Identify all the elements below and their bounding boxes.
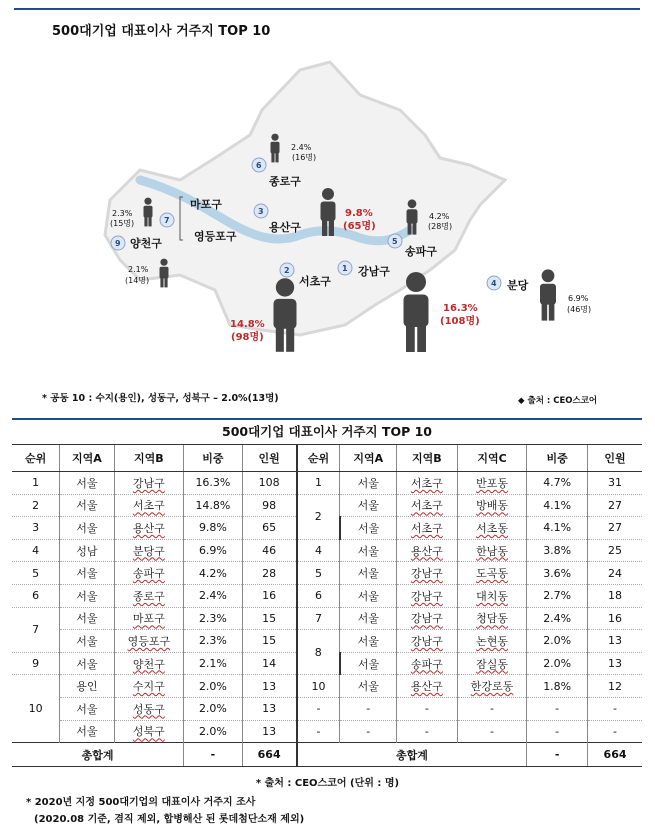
cell-rp: 4.7% xyxy=(527,472,588,495)
cell-rb: - xyxy=(396,697,457,720)
cell-text: 강남구 xyxy=(410,567,443,581)
cell-ra: 서울 xyxy=(340,562,396,585)
cell-text: 방배동 xyxy=(476,499,508,513)
person-bundang-icon xyxy=(540,269,556,320)
cell-rp: 3.6% xyxy=(527,562,588,585)
th-region-b: 지역B xyxy=(114,445,184,472)
count-seocho: (98명) xyxy=(231,332,264,343)
cell-text: 강남구 xyxy=(132,476,165,490)
count-gangnam: (108명) xyxy=(440,316,480,327)
cell-text: 서초동 xyxy=(476,521,508,535)
cell-rb xyxy=(396,517,457,540)
cell-rc xyxy=(457,539,527,562)
th-region-a-r: 지역A xyxy=(340,445,396,472)
th-count: 인원 xyxy=(242,445,296,472)
cell-text: 수지구 xyxy=(132,680,165,694)
cell-rc: - xyxy=(457,720,527,743)
label-yeongdeungpo: 영등포구 xyxy=(194,230,237,243)
cell-ln: 65 xyxy=(242,517,296,540)
cell-rr: 1 xyxy=(297,472,340,495)
total-label-right: 총합계 xyxy=(297,743,527,767)
cell-rn: - xyxy=(588,720,642,743)
cell-lb xyxy=(114,562,184,585)
seoul-map xyxy=(0,40,655,385)
cell-rr: 2 xyxy=(297,494,340,539)
pct-songpa: 4.2% xyxy=(429,212,450,221)
person-seocho-icon xyxy=(274,278,297,352)
cell-ln: 98 xyxy=(242,494,296,517)
cell-la: 용인 xyxy=(60,675,114,698)
pct-jongno: 2.4% xyxy=(291,143,312,152)
cell-ra: - xyxy=(340,697,396,720)
label-bundang: 분당 xyxy=(507,279,529,292)
count-yangcheon: (14명) xyxy=(125,276,150,285)
table-row xyxy=(12,630,642,653)
cell-text: 청담동 xyxy=(476,612,508,626)
cell-rr: 7 xyxy=(297,607,340,630)
cell-lp: 4.2% xyxy=(184,562,243,585)
cell-lp: 14.8% xyxy=(184,494,243,517)
th-share: 비중 xyxy=(184,445,243,472)
cell-text: 대치동 xyxy=(476,589,508,603)
cell-rc xyxy=(457,494,527,517)
cell-rn: 18 xyxy=(588,584,642,607)
cell-text: 한강로동 xyxy=(470,680,514,694)
cell-text: 잠실동 xyxy=(476,657,508,671)
cell-text: 강남구 xyxy=(410,612,443,626)
cell-rn: 27 xyxy=(588,517,642,540)
rank-5: 5 xyxy=(392,237,398,246)
table-header-row xyxy=(12,445,642,472)
map-outline xyxy=(105,62,505,335)
cell-rp: 4.1% xyxy=(527,517,588,540)
cell-text: 분당구 xyxy=(132,544,165,558)
cell-lr: 7 xyxy=(12,607,60,652)
label-yongsan: 용산구 xyxy=(269,221,301,234)
th-region-c-r: 지역C xyxy=(457,445,527,472)
table-row xyxy=(12,539,642,562)
pct-bundang: 6.9% xyxy=(568,294,589,303)
cell-ln: 13 xyxy=(242,720,296,743)
cell-ra: 서울 xyxy=(340,630,396,653)
cell-text: 반포동 xyxy=(476,476,508,490)
cell-lp: 2.3% xyxy=(184,607,243,630)
cell-rb xyxy=(396,562,457,585)
th-rank: 순위 xyxy=(12,445,60,472)
count-bundang: (46명) xyxy=(567,305,592,314)
cell-ln: 15 xyxy=(242,607,296,630)
cell-lb xyxy=(114,630,184,653)
cell-text: 논현동 xyxy=(476,634,508,648)
joint-tenth-note: * 공동 10 : 수지(용인), 성동구, 성북구 – 2.0%(13명) xyxy=(42,393,279,404)
cell-lb xyxy=(114,584,184,607)
cell-la: 서울 xyxy=(60,494,114,517)
cell-rc: - xyxy=(457,697,527,720)
cell-ln: 15 xyxy=(242,630,296,653)
cell-lb xyxy=(114,720,184,743)
cell-lp: 2.0% xyxy=(184,720,243,743)
cell-rp: - xyxy=(527,697,588,720)
cell-la: 성남 xyxy=(60,539,114,562)
cell-lp: 9.8% xyxy=(184,517,243,540)
rank-9: 9 xyxy=(115,239,121,248)
th-count-r: 인원 xyxy=(588,445,642,472)
th-share-r: 비중 xyxy=(527,445,588,472)
person-gangnam-icon xyxy=(404,272,429,352)
cell-text: 서초구 xyxy=(410,476,443,490)
cell-text: 영등포구 xyxy=(127,634,171,648)
rank-2: 2 xyxy=(284,266,290,275)
count-yongsan: (65명) xyxy=(343,221,376,232)
cell-ln: 108 xyxy=(242,472,296,495)
cell-text: 서초구 xyxy=(132,499,165,513)
cell-la: 서울 xyxy=(60,630,114,653)
footer-source: * 출처 : CEO스코어 (단위 : 명) xyxy=(255,778,400,789)
cell-ln: 46 xyxy=(242,539,296,562)
cell-text: 도곡동 xyxy=(476,567,508,581)
cell-lr: 2 xyxy=(12,494,60,517)
cell-lb xyxy=(114,517,184,540)
table-row xyxy=(12,584,642,607)
cell-lp: 2.0% xyxy=(184,697,243,720)
cell-ln: 14 xyxy=(242,652,296,675)
cell-rr: 6 xyxy=(297,584,340,607)
top-rule xyxy=(14,8,640,10)
cell-lb xyxy=(114,494,184,517)
cell-rc xyxy=(457,517,527,540)
cell-text: 한남동 xyxy=(476,544,508,558)
cell-rr: - xyxy=(297,697,340,720)
cell-la: 서울 xyxy=(60,652,114,675)
cell-ra: 서울 xyxy=(340,652,396,675)
th-rank-r: 순위 xyxy=(297,445,340,472)
table-row xyxy=(12,472,642,495)
label-jongno: 종로구 xyxy=(269,175,301,188)
table-row xyxy=(12,607,642,630)
rank-7: 7 xyxy=(164,216,170,225)
table-row xyxy=(12,675,642,698)
cell-ln: 13 xyxy=(242,697,296,720)
cell-rp: 3.8% xyxy=(527,539,588,562)
cell-ra: 서울 xyxy=(340,607,396,630)
cell-lb xyxy=(114,472,184,495)
rank-4: 4 xyxy=(491,279,497,288)
cell-lb xyxy=(114,539,184,562)
cell-lr: 3 xyxy=(12,517,60,540)
cell-rb: - xyxy=(396,720,457,743)
cell-rr: 5 xyxy=(297,562,340,585)
cell-rp: 1.8% xyxy=(527,675,588,698)
cell-lb xyxy=(114,675,184,698)
cell-text: 마포구 xyxy=(132,612,165,626)
cell-rp: - xyxy=(527,720,588,743)
label-mapo: 마포구 xyxy=(190,198,222,211)
cell-text: 종로구 xyxy=(132,589,165,603)
cell-text: 성북구 xyxy=(132,725,165,739)
residence-table xyxy=(12,445,642,767)
cell-rp: 4.1% xyxy=(527,494,588,517)
cell-ra: 서울 xyxy=(340,472,396,495)
cell-lr: 6 xyxy=(12,584,60,607)
pct-gangnam: 16.3% xyxy=(443,303,478,314)
cell-rc xyxy=(457,675,527,698)
cell-text: 송파구 xyxy=(410,657,443,671)
cell-rb xyxy=(396,584,457,607)
cell-text: 송파구 xyxy=(132,567,165,581)
cell-la: 서울 xyxy=(60,697,114,720)
cell-rn: 12 xyxy=(588,675,642,698)
cell-la: 서울 xyxy=(60,584,114,607)
person-yangcheon-icon xyxy=(160,259,169,288)
th-region-a: 지역A xyxy=(60,445,114,472)
cell-rc xyxy=(457,584,527,607)
cell-rc xyxy=(457,652,527,675)
total-share-right: - xyxy=(527,743,588,767)
cell-lp: 6.9% xyxy=(184,539,243,562)
footer-line1: * 2020년 지정 500대기업의 대표이사 거주지 조사 xyxy=(26,797,256,808)
cell-rn: 31 xyxy=(588,472,642,495)
cell-text: 서초구 xyxy=(410,521,443,535)
rank-6: 6 xyxy=(256,161,262,170)
cell-rn: - xyxy=(588,697,642,720)
cell-rn: 27 xyxy=(588,494,642,517)
cell-la: 서울 xyxy=(60,720,114,743)
footer-line2: (2020.08 기준, 겸직 제외, 합병해산 된 롯데첨단소재 제외) xyxy=(34,814,305,825)
cell-la: 서울 xyxy=(60,607,114,630)
cell-rc xyxy=(457,630,527,653)
pct-yongsan: 9.8% xyxy=(345,208,373,219)
cell-lr: 9 xyxy=(12,652,60,675)
count-songpa: (28명) xyxy=(428,222,453,231)
cell-rc xyxy=(457,607,527,630)
rank-3: 3 xyxy=(258,207,264,216)
cell-lp: 2.0% xyxy=(184,675,243,698)
cell-rr: - xyxy=(297,720,340,743)
th-region-b-r: 지역B xyxy=(396,445,457,472)
cell-lr: 5 xyxy=(12,562,60,585)
cell-ra: 서울 xyxy=(340,494,396,517)
cell-rb xyxy=(396,494,457,517)
cell-lp: 2.4% xyxy=(184,584,243,607)
cell-ra: 서울 xyxy=(340,584,396,607)
total-count-right: 664 xyxy=(588,743,642,767)
pct-yangcheon: 2.1% xyxy=(128,265,149,274)
cell-lb xyxy=(114,697,184,720)
cell-ra: 서울 xyxy=(340,539,396,562)
cell-ln: 13 xyxy=(242,675,296,698)
cell-ra: 서울 xyxy=(340,517,396,540)
cell-rc xyxy=(457,562,527,585)
cell-rr: 10 xyxy=(297,675,340,698)
map-source: ◆ 출처 : CEO스코어 xyxy=(518,396,598,406)
cell-lb xyxy=(114,607,184,630)
cell-text: 양천구 xyxy=(132,657,165,671)
cell-lr: 1 xyxy=(12,472,60,495)
cell-rc xyxy=(457,472,527,495)
cell-rb xyxy=(396,630,457,653)
cell-rb xyxy=(396,675,457,698)
label-seocho: 서초구 xyxy=(299,275,331,288)
cell-rn: 16 xyxy=(588,607,642,630)
cell-rn: 13 xyxy=(588,630,642,653)
cell-la: 서울 xyxy=(60,562,114,585)
label-yangcheon: 양천구 xyxy=(130,237,162,250)
cell-la: 서울 xyxy=(60,517,114,540)
cell-rb xyxy=(396,607,457,630)
cell-text: 용산구 xyxy=(132,521,165,535)
cell-text: 용산구 xyxy=(410,680,443,694)
cell-rr: 8 xyxy=(297,630,340,675)
cell-lp: 16.3% xyxy=(184,472,243,495)
cell-lr: 4 xyxy=(12,539,60,562)
cell-rb xyxy=(396,539,457,562)
cell-text: 용산구 xyxy=(410,544,443,558)
cell-ln: 16 xyxy=(242,584,296,607)
cell-rn: 25 xyxy=(588,539,642,562)
table-row xyxy=(12,494,642,517)
table-row xyxy=(12,697,642,720)
cell-text: 강남구 xyxy=(410,589,443,603)
cell-la: 서울 xyxy=(60,472,114,495)
total-count-left: 664 xyxy=(242,743,296,767)
count-jongno: (16명) xyxy=(292,153,317,162)
page-title: 500대기업 대표이사 거주지 TOP 10 xyxy=(52,24,271,39)
table-row xyxy=(12,562,642,585)
cell-rp: 2.0% xyxy=(527,652,588,675)
cell-text: 성동구 xyxy=(132,702,165,716)
pct-mapo: 2.3% xyxy=(112,209,133,218)
cell-text: 강남구 xyxy=(410,634,443,648)
label-songpa: 송파구 xyxy=(405,245,437,258)
label-gangnam: 강남구 xyxy=(358,265,390,278)
table-row xyxy=(12,720,642,743)
total-share-left: - xyxy=(184,743,243,767)
cell-lp: 2.1% xyxy=(184,652,243,675)
cell-ra: - xyxy=(340,720,396,743)
cell-lp: 2.3% xyxy=(184,630,243,653)
count-mapo: (15명) xyxy=(110,219,135,228)
cell-rb xyxy=(396,652,457,675)
cell-text: 서초구 xyxy=(410,499,443,513)
cell-lb xyxy=(114,652,184,675)
cell-rp: 2.4% xyxy=(527,607,588,630)
total-label: 총합계 xyxy=(12,743,184,767)
cell-ln: 28 xyxy=(242,562,296,585)
cell-rn: 24 xyxy=(588,562,642,585)
table-title: 500대기업 대표이사 거주지 TOP 10 xyxy=(12,418,642,445)
cell-rn: 13 xyxy=(588,652,642,675)
cell-rp: 2.0% xyxy=(527,630,588,653)
cell-rp: 2.7% xyxy=(527,584,588,607)
residence-table-section xyxy=(12,418,642,767)
cell-rb xyxy=(396,472,457,495)
total-row xyxy=(12,743,642,767)
rank-1: 1 xyxy=(342,264,348,273)
cell-rr: 4 xyxy=(297,539,340,562)
cell-lr: 10 xyxy=(12,675,60,743)
pct-seocho: 14.8% xyxy=(230,319,265,330)
cell-ra: 서울 xyxy=(340,675,396,698)
